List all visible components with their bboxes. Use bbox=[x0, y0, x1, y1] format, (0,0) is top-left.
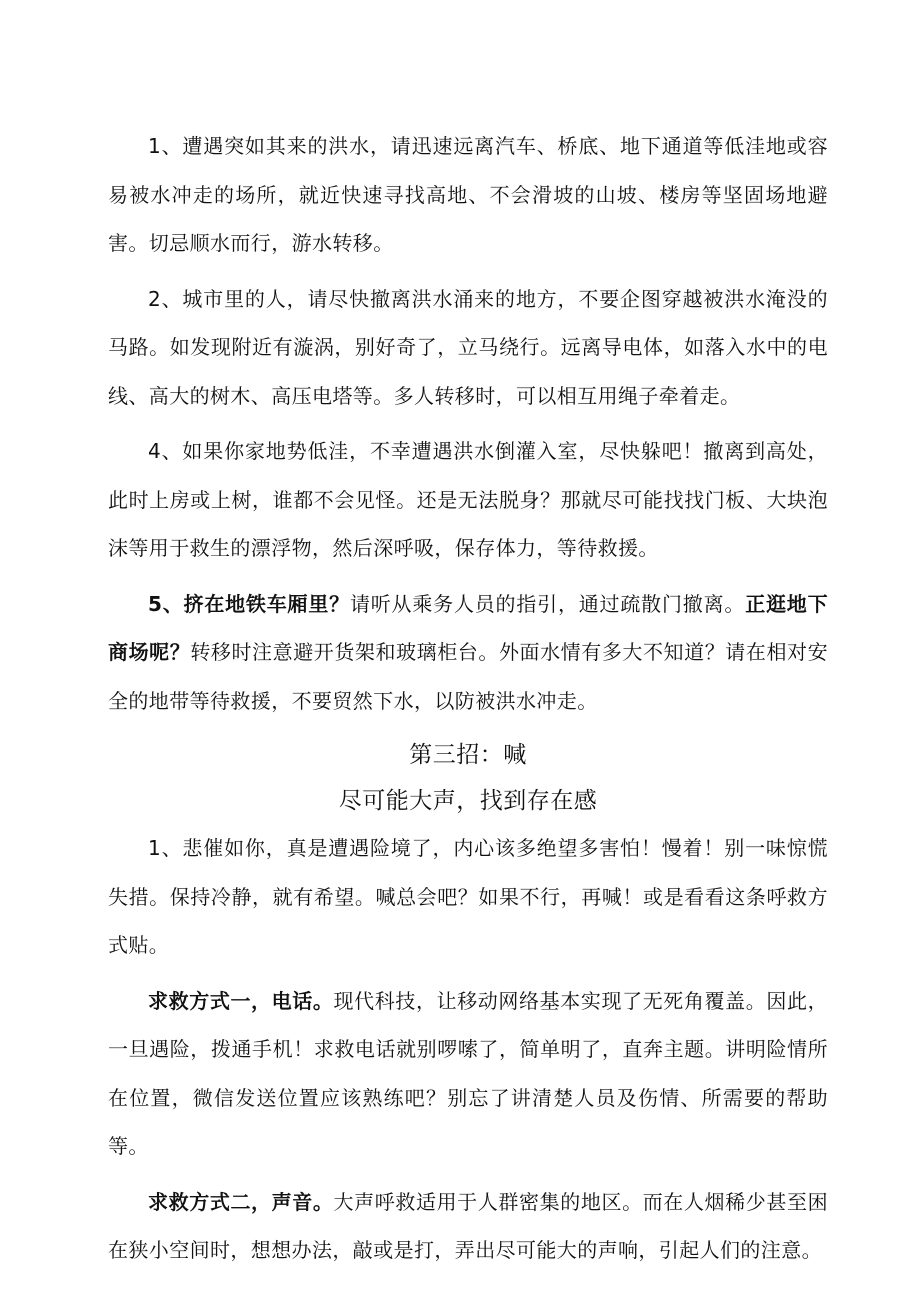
mall-question: 正逛地下商场呢？ bbox=[108, 591, 828, 664]
section-subtitle: 尽可能大声，找到存在感 bbox=[338, 788, 598, 814]
paragraph-subway-mall bbox=[108, 580, 828, 726]
section-title: 第三招：喊 bbox=[409, 742, 527, 768]
paragraph-escape-low-areas: 1、遭遇突如其来的洪水，请迅速远离汽车、桥底、地下通道等低洼地或容易被水冲走的场所，就近快速寻找高地、不会滑坡的山坡、楼房等坚固场地避害。切忌顺水而行，游水转移。 bbox=[108, 134, 828, 255]
subway-question: 5、挤在地铁车厢里？ bbox=[148, 591, 350, 616]
method-sound-label: 求救方式二，声音。 bbox=[148, 1189, 334, 1214]
document-page bbox=[108, 122, 828, 1282]
paragraph-method-sound bbox=[108, 1178, 828, 1275]
method-phone-label: 求救方式一，电话。 bbox=[148, 988, 334, 1013]
mall-instructions: 转移时注意避开货架和玻璃柜台。外面水情有多大不知道？请在相对安全的地带等待救援，不要贸然下水，以防被洪水冲走。 bbox=[108, 640, 828, 713]
paragraph-method-phone bbox=[108, 977, 828, 1171]
paragraph-home-flooding: 4、如果你家地势低洼，不幸遭遇洪水倒灌入室，尽快躲吧！撤离到高处，此时上房或上树，谁都不会见怪。还是无法脱身？那就尽可能找找门板、大块泡沫等用于救生的漂浮物，然后深呼吸，保存体力，等待救援。 bbox=[108, 439, 828, 560]
subway-instructions: 请听从乘务人员的指引，通过疏散门撤离。 bbox=[349, 591, 746, 616]
method-sound-text: 大声呼救适用于人群密集的地区。而在人烟稀少甚至困在狭小空间时，想想办法，敲或是打，弄出尽可能大的声响，引起人们的注意。 bbox=[108, 1189, 828, 1262]
paragraph-stay-calm: 1、悲催如你，真是遭遇险境了，内心该多绝望多害怕！慢着！别一味惊慌失措。保持冷静，就有希望。喊总会吧？如果不行，再喊！或是看看这条呼救方式贴。 bbox=[108, 836, 828, 957]
method-phone-text: 现代科技，让移动网络基本实现了无死角覆盖。因此，一旦遇险，拨通手机！求救电话就别啰嗦了，简单明了，直奔主题。讲明险情所在位置，微信发送位置应该熟练吧？别忘了讲清楚人员及伤情、所需要的帮助等。 bbox=[108, 988, 828, 1158]
paragraph-city-evacuation: 2、城市里的人，请尽快撤离洪水涌来的地方，不要企图穿越被洪水淹没的马路。如发现附近有漩涡，别好奇了，立马绕行。远离导电体，如落入水中的电线、高大的树木、高压电塔等。多人转移时，可以相互用绳子牵着走。 bbox=[108, 286, 828, 408]
